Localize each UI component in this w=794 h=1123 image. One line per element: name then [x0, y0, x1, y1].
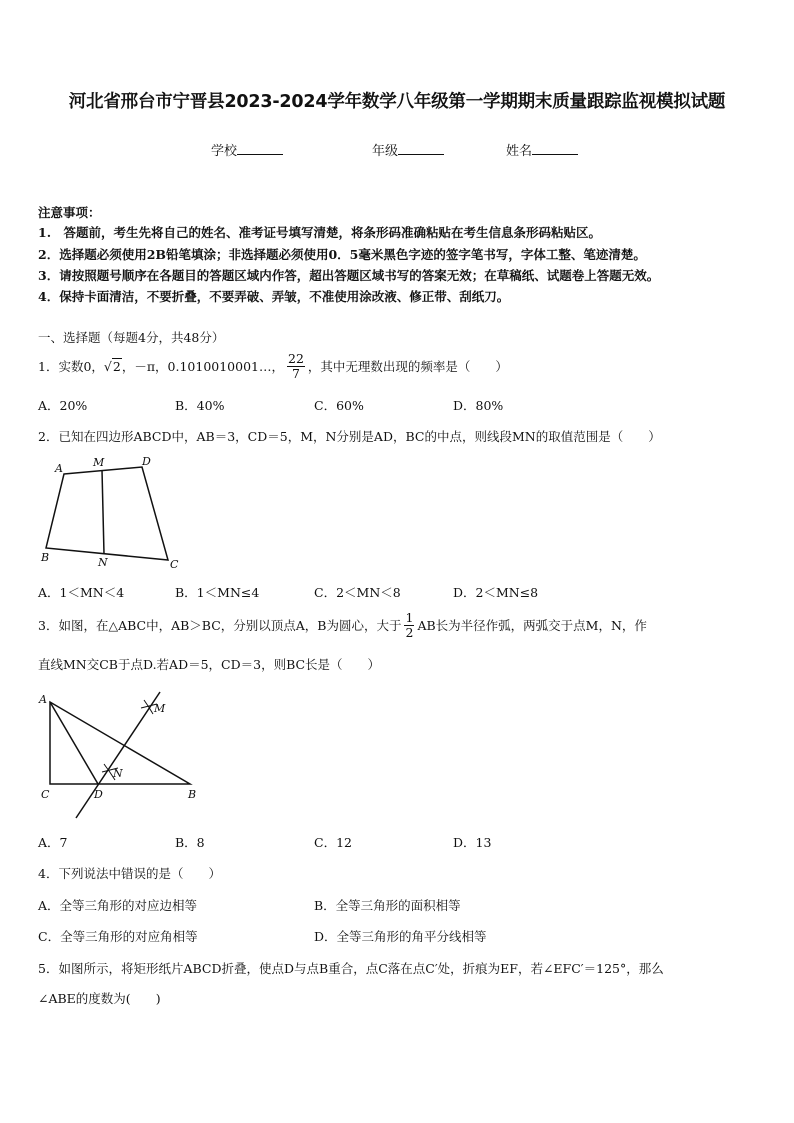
grade-label: 年级 [372, 144, 399, 159]
option-c: C．全等三角形的对应角相等 [38, 929, 198, 944]
option-c: C．60% [314, 398, 364, 413]
label-b: B [41, 551, 50, 564]
grade-field [372, 140, 444, 159]
label-m: M [93, 456, 105, 469]
question-5-line-1: 5．如图所示，将矩形纸片ABCD折叠，使点D与点B重合，点C落在点C′处，折痕为EF，若∠EFC′＝125°，那么 [38, 961, 664, 976]
fraction-denominator: 2 [405, 624, 414, 640]
label-a: A [55, 462, 63, 475]
fraction [287, 352, 305, 379]
grade-blank [398, 142, 444, 155]
label-c: C [41, 788, 50, 801]
option-a: A．1＜MN＜4 [38, 585, 125, 600]
option-b: B．1＜MN≤4 [175, 585, 260, 600]
name-blank [532, 142, 578, 155]
label-n: N [98, 556, 108, 569]
label-n: N [113, 767, 123, 780]
fraction-denominator: 7 [291, 365, 300, 381]
fraction-numerator: 22 [288, 351, 304, 367]
quadrilateral-abcd [46, 467, 168, 560]
sqrt-symbol: √2 [103, 358, 121, 374]
option-d: D．全等三角形的角平分线相等 [314, 929, 487, 944]
question-3-line-1 [38, 606, 647, 644]
page-title: 河北省邢台市宁晋县2023-2024学年数学八年级第一学期期末质量跟踪监视模拟试题 [68, 92, 726, 112]
label-a: A [39, 693, 47, 706]
q3-text-b: AB长为半径作弧，两弧交于点M，N，作 [417, 618, 647, 633]
fraction [404, 611, 414, 638]
label-c: C [170, 558, 179, 571]
school-label: 学校 [211, 144, 238, 159]
option-c: C．12 [314, 835, 352, 850]
q1-mid: ，－π，0.1010010001…， [121, 359, 284, 374]
option-b: B．40% [175, 398, 225, 413]
name-field [506, 140, 578, 159]
question-3-line-2: 直线MN交CB于点D.若AD＝5，CD＝3，则BC长是（ ） [38, 657, 381, 672]
quadrilateral-figure [38, 452, 188, 574]
option-b: B．全等三角形的面积相等 [314, 898, 461, 913]
label-b: B [188, 788, 197, 801]
option-b: B．8 [175, 835, 205, 850]
notice-item: 2．选择题必须使用2B铅笔填涂；非选择题必须使用0．5毫米黑色字迹的签字笔书写，字体工整、笔迹清楚。 [38, 247, 646, 262]
label-d: D [94, 788, 103, 801]
perpendicular-bisector-mn [76, 692, 160, 818]
q3-text-a: 3．如图，在△ABC中，AB＞BC，分别以顶点A，B为圆心，大于 [38, 618, 402, 633]
question-4: 4．下列说法中错误的是（ ） [38, 866, 221, 881]
notice-item: 1. 答题前，考生先将自己的姓名、准考证号填写清楚，将条形码准确粘贴在考生信息条形码粘贴区。 [38, 225, 602, 240]
option-d: D．13 [453, 835, 492, 850]
segment-ad [50, 702, 98, 784]
question-1 [38, 348, 508, 384]
option-a: A．7 [38, 835, 68, 850]
option-c: C．2＜MN＜8 [314, 585, 401, 600]
option-a: A．全等三角形的对应边相等 [38, 898, 198, 913]
option-d: D．2＜MN≤8 [453, 585, 539, 600]
notice-item: 4．保持卡面清洁，不要折叠，不要弄破、弄皱，不准使用涂改液、修正带、刮纸刀。 [38, 289, 510, 304]
notice-item: 3．请按照题号顺序在各题目的答题区域内作答，超出答题区域书写的答案无效；在草稿纸、试题卷上答题无效。 [38, 268, 660, 283]
notice-heading: 注意事项： [38, 205, 101, 220]
school-blank [237, 142, 283, 155]
segment-mn [102, 470, 104, 554]
question-2: 2．已知在四边形ABCD中，AB＝3，CD＝5，M，N分别是AD，BC的中点，则线段MN的取值范围是（ ） [38, 429, 661, 444]
fraction-numerator: 1 [405, 610, 414, 626]
question-5-line-2: ∠ABE的度数为( ) [38, 991, 161, 1006]
label-d: D [142, 455, 151, 468]
option-d: D．80% [453, 398, 504, 413]
name-label: 姓名 [506, 144, 533, 159]
label-m: M [154, 702, 166, 715]
section-heading: 一、选择题（每题4分，共48分） [38, 330, 225, 345]
q1-prefix: 1．实数0， [38, 359, 104, 374]
q1-suffix: ，其中无理数出现的频率是（ ） [307, 359, 508, 374]
sqrt-radicand: 2 [112, 358, 121, 374]
option-a: A．20% [38, 398, 88, 413]
school-field [211, 140, 283, 159]
triangle-figure [38, 690, 208, 822]
